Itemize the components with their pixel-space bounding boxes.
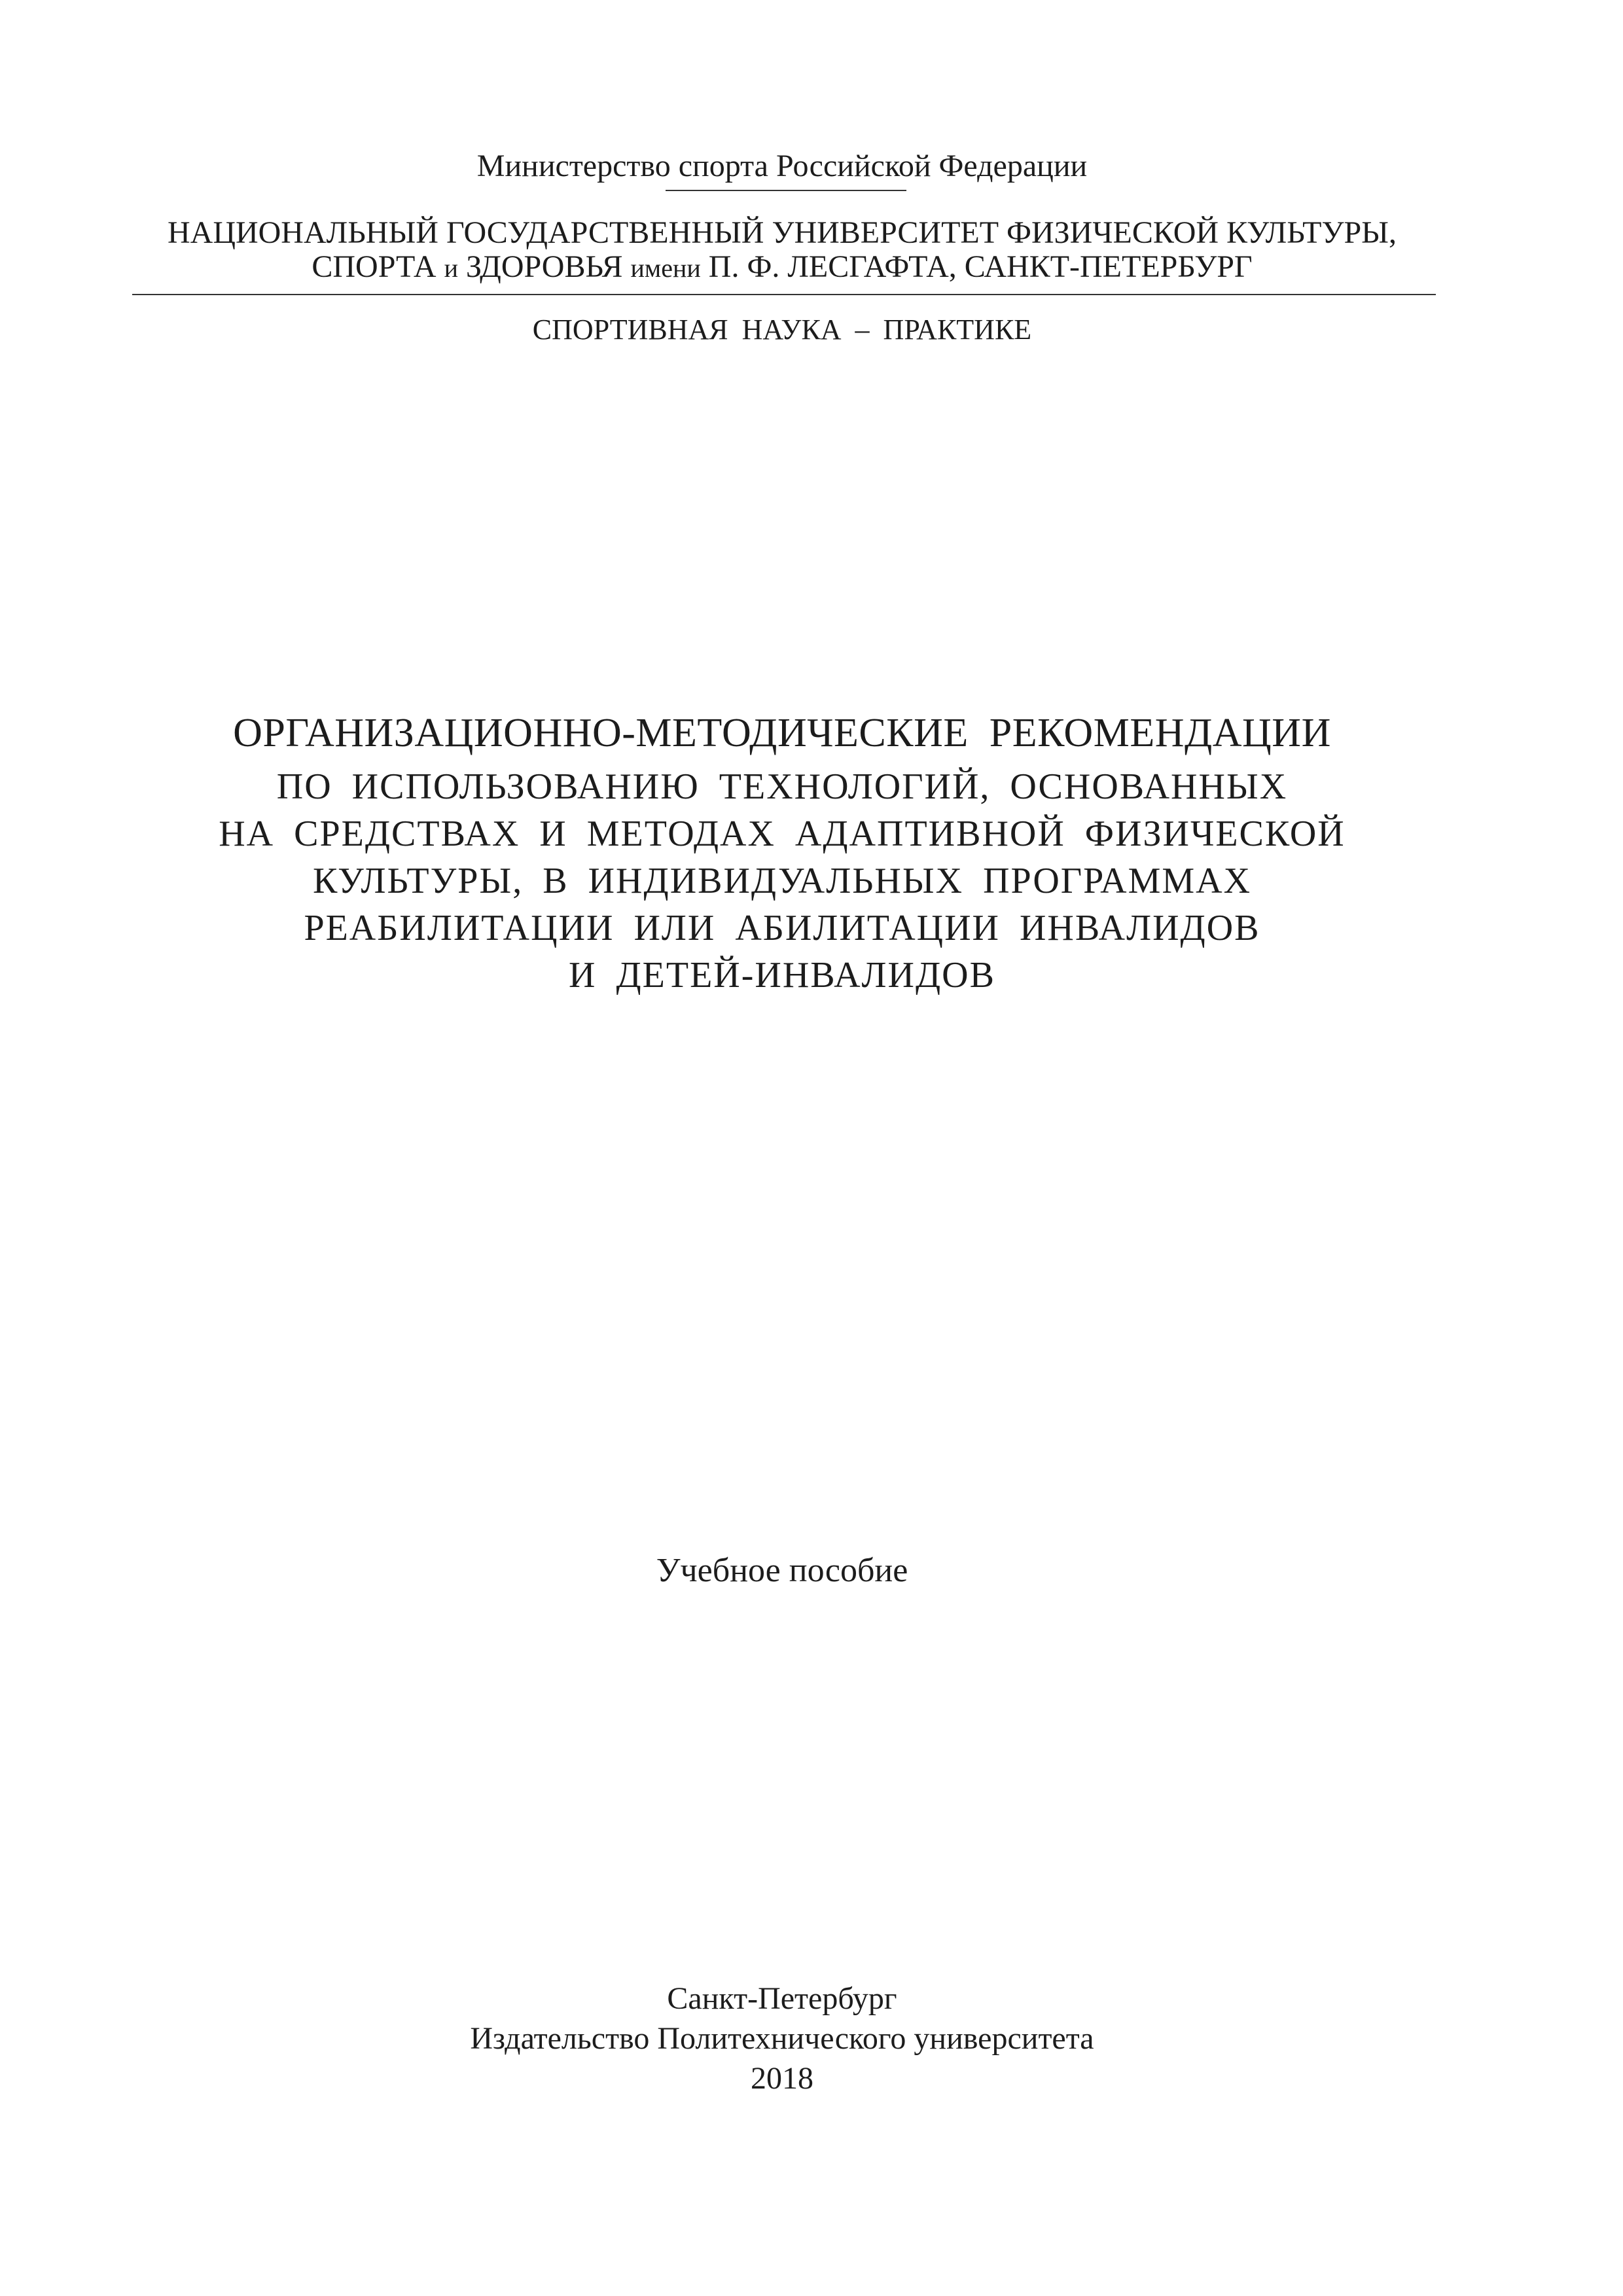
series-name: СПОРТИВНАЯ НАУКА – ПРАКТИКЕ [532,314,1032,346]
document-type: Учебное пособие [656,1552,908,1589]
university-name-part: и [444,253,458,283]
university-name-line-1: НАЦИОНАЛЬНЫЙ ГОСУДАРСТВЕННЫЙ УНИВЕРСИТЕТ ФИЗИЧЕСКОЙ КУЛЬТУРЫ, [167,215,1397,250]
university-name-part: П. Ф. ЛЕСГАФТА, САНКТ-ПЕТЕРБУРГ [700,249,1253,284]
title-line: ПО ИСПОЛЬЗОВАНИЮ ТЕХНОЛОГИЙ, ОСНОВАННЫХ [276,766,1288,807]
title-line: РЕАБИЛИТАЦИИ ИЛИ АБИЛИТАЦИИ ИНВАЛИДОВ [304,908,1260,948]
imprint-publisher: Издательство Политехнического университета [470,2021,1094,2056]
university-name-line-2 [0,247,1564,288]
imprint-year: 2018 [751,2061,813,2096]
title-main: ОРГАНИЗАЦИОННО-МЕТОДИЧЕСКИЕ РЕКОМЕНДАЦИИ [233,711,1331,755]
university-name-part: СПОРТА [312,249,444,284]
imprint-city: Санкт-Петербург [667,1981,897,2016]
university-name-part: имени [630,253,701,283]
title-line: КУЛЬТУРЫ, В ИНДИВИДУАЛЬНЫХ ПРОГРАММАХ [312,861,1252,901]
header-divider [132,294,1436,295]
title-line: И ДЕТЕЙ-ИНВАЛИДОВ [569,955,995,996]
university-name-part: ЗДОРОВЬЯ [457,249,631,284]
title-line: НА СРЕДСТВАХ И МЕТОДАХ АДАПТИВНОЙ ФИЗИЧЕСКОЙ [219,814,1346,854]
ministry-name: Министерство спорта Российской Федерации [476,149,1088,183]
ministry-divider [666,190,906,191]
